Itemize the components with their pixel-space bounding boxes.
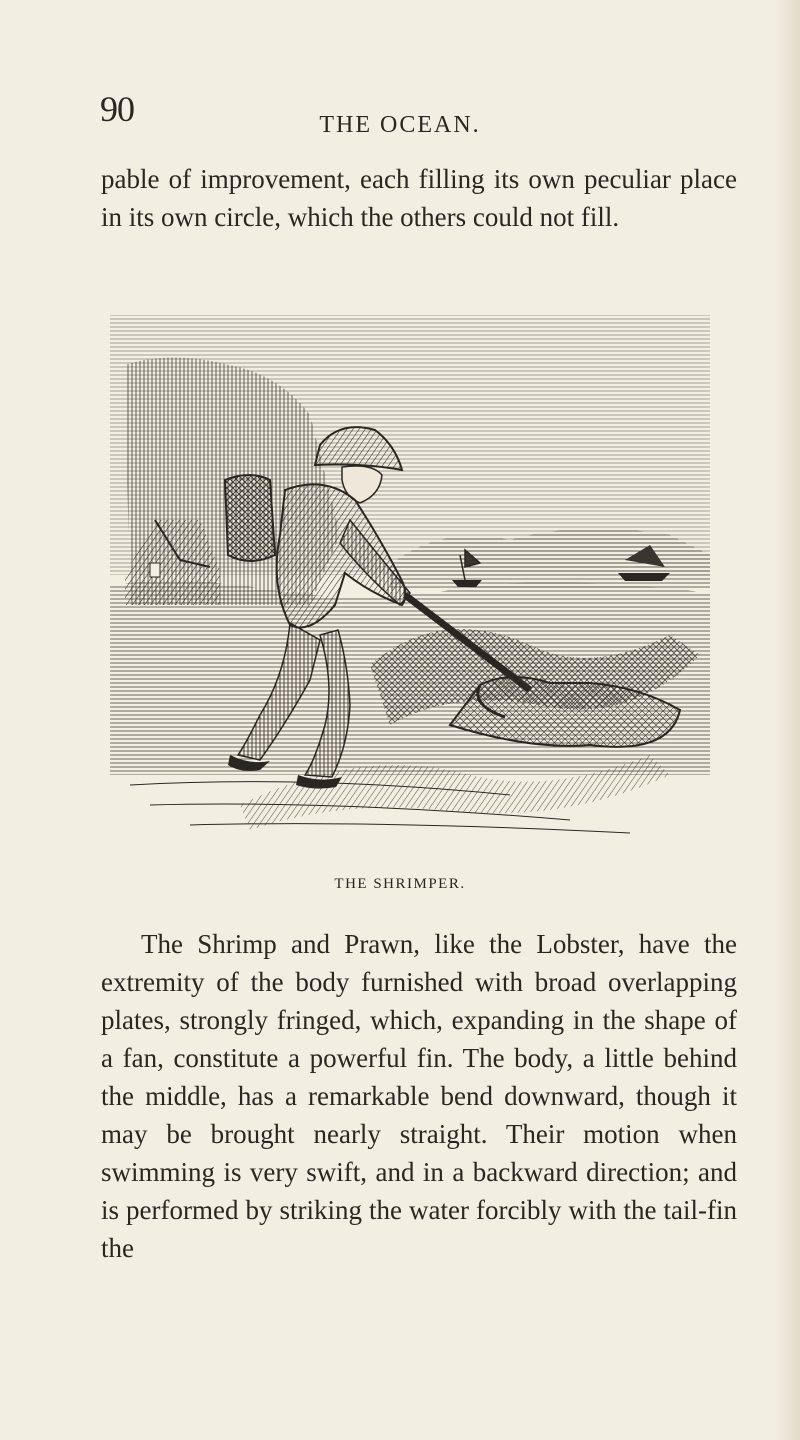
page-edge-shadow: [774, 0, 800, 1440]
illustration-caption: THE SHRIMPER.: [334, 876, 466, 892]
page-number: 90: [100, 89, 134, 129]
top-paragraph: pable of improvement, each filling its own peculiar place in its own circle, which the others could not fill.: [101, 164, 737, 232]
main-paragraph: The Shrimp and Prawn, like the Lobster, have the extremity of the body furnished with broad overlapping plates, strongly fringed, which, expanding in the shape of a fan, constitute a powerful fin. The body, a little behind the middle, has a remarkable bend downward, though it may be brought nearly straight. Their motion when swimming is very swift, and in a backward direction; and is performed by striking the water forcibly with the tail-fin the: [101, 929, 737, 1263]
shrimper-engraving: [110, 305, 710, 870]
basket-icon: [225, 475, 275, 561]
running-head: THE OCEAN.: [319, 112, 481, 138]
